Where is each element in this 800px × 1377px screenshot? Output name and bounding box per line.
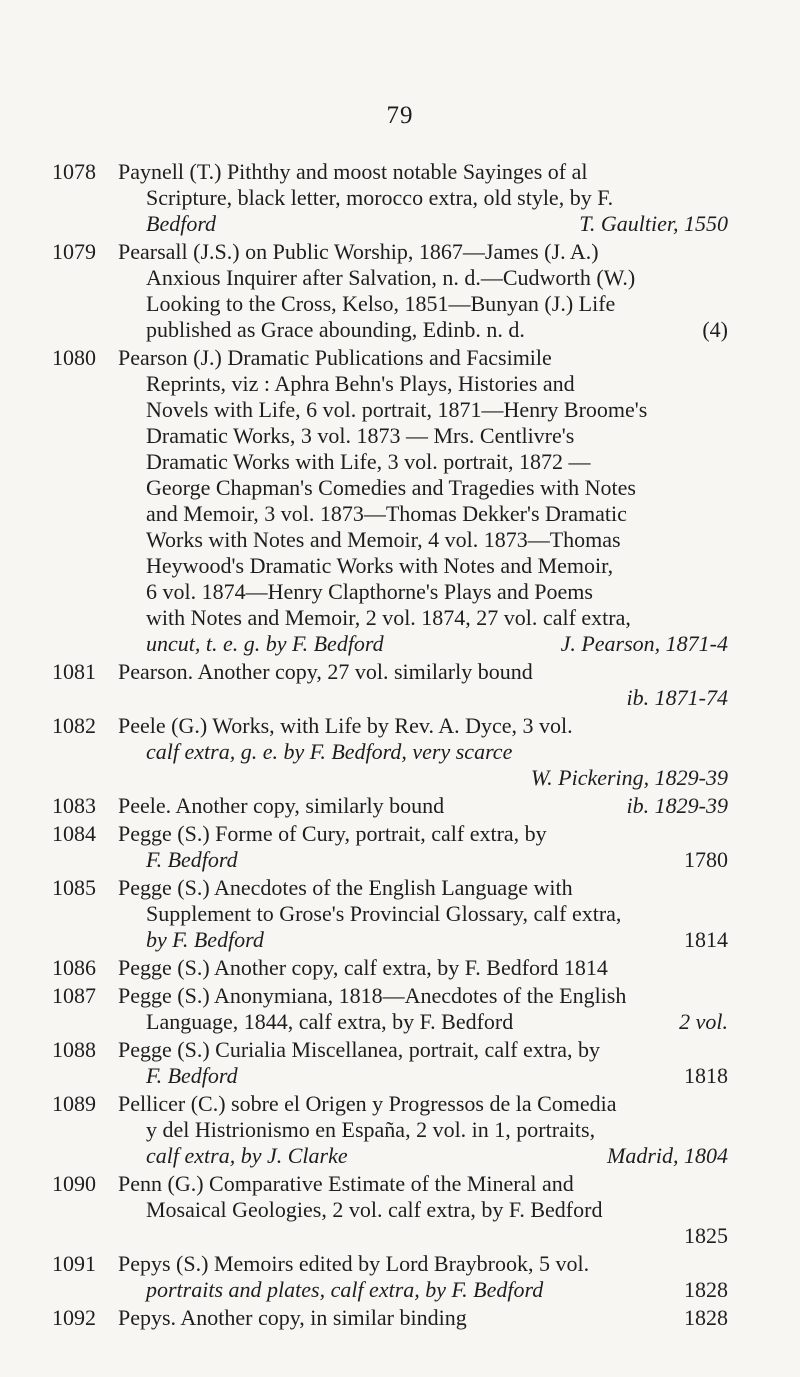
entry-year: 1814 (684, 927, 728, 952)
entry-text (118, 821, 728, 873)
entry-line: Pegge (S.) Anecdotes of the English Language with (118, 875, 573, 900)
entry-line: Pegge (S.) Anonymiana, 1818—Anecdotes of the English (118, 983, 627, 1008)
entry-text (118, 1305, 728, 1331)
catalogue-entry (0, 159, 800, 237)
entry-line: Peele. Another copy, similarly bound (118, 793, 445, 818)
catalogue-entry (0, 1091, 800, 1169)
catalogue-entry (0, 1251, 800, 1303)
lot-number: 1082 (52, 713, 96, 738)
catalogue-entry (0, 659, 800, 711)
entry-line: Paynell (T.) Piththy and moost notable Sayinges of al (118, 159, 588, 184)
entry-line: published as Grace abounding, Edinb. n. d. (146, 317, 525, 342)
entry-line: Language, 1844, calf extra, by F. Bedford (146, 1009, 514, 1034)
lot-number: 1089 (52, 1091, 96, 1116)
entry-text (118, 713, 728, 791)
entry-line: y del Histrionismo en España, 2 vol. in 1, portraits, (146, 1117, 596, 1142)
entry-imprint: ib. 1829-39 (626, 793, 728, 818)
entry-line: Looking to the Cross, Kelso, 1851—Bunyan (J.) Life (146, 291, 616, 316)
entry-line: Pepys (S.) Memoirs edited by Lord Braybrook, 5 vol. (118, 1251, 590, 1276)
entry-year: 1818 (684, 1063, 728, 1088)
entry-line: Pellicer (C.) sobre el Origen y Progressos de la Comedia (118, 1091, 617, 1116)
entry-line: Heywood's Dramatic Works with Notes and Memoir, (146, 553, 614, 578)
entry-text (118, 793, 728, 819)
entry-line: Dramatic Works with Life, 3 vol. portrait, 1872 — (146, 449, 591, 474)
entry-line: 6 vol. 1874—Henry Clapthorne's Plays and Poems (146, 579, 593, 604)
entry-text (118, 1251, 728, 1303)
entry-line: Pegge (S.) Another copy, calf extra, by F. Bedford 1814 (118, 955, 608, 980)
entry-line: Pearson. Another copy, 27 vol. similarly bound (118, 659, 533, 684)
entry-text (118, 1171, 728, 1249)
entry-imprint: W. Pickering, 1829-39 (530, 765, 728, 790)
entry-line: Pearsall (J.S.) on Public Worship, 1867—James (J. A.) (118, 239, 599, 264)
entry-line: Pearson (J.) Dramatic Publications and Facsimile (118, 345, 552, 370)
lot-number: 1088 (52, 1037, 96, 1062)
catalogue-entry (0, 983, 800, 1035)
entry-line: Dramatic Works, 3 vol. 1873 — Mrs. Centlivre's (146, 423, 575, 448)
catalogue-entry (0, 345, 800, 657)
catalogue-entry (0, 713, 800, 791)
entry-line: George Chapman's Comedies and Tragedies with Notes (146, 475, 636, 500)
entry-line: Bedford (146, 211, 217, 236)
lot-number: 1086 (52, 955, 96, 980)
catalogue-entry (0, 793, 800, 819)
entry-line: Anxious Inquirer after Salvation, n. d.—Cudworth (W.) (146, 265, 636, 290)
entry-text (118, 875, 728, 953)
catalogue-entry (0, 1037, 800, 1089)
entry-text (118, 345, 728, 657)
entry-year: 1828 (684, 1277, 728, 1302)
entry-text (118, 1037, 728, 1089)
lot-number: 1081 (52, 659, 96, 684)
entry-line: Works with Notes and Memoir, 4 vol. 1873—Thomas (146, 527, 621, 552)
entry-line: with Notes and Memoir, 2 vol. 1874, 27 vol. calf extra, (146, 605, 631, 630)
lot-number: 1084 (52, 821, 96, 846)
entry-count: (4) (702, 317, 728, 342)
entry-line: Pegge (S.) Forme of Cury, portrait, calf extra, by (118, 821, 547, 846)
entry-imprint: J. Pearson, 1871-4 (560, 631, 728, 656)
entry-line: Mosaical Geologies, 2 vol. calf extra, by F. Bedford (146, 1197, 603, 1222)
entry-year: 1828 (684, 1305, 728, 1330)
entry-line: Supplement to Grose's Provincial Glossary, calf extra, (146, 901, 622, 926)
lot-number: 1083 (52, 793, 96, 818)
catalogue-entry (0, 821, 800, 873)
entry-text (118, 1091, 728, 1169)
entry-line: portraits and plates, calf extra, by F. Bedford (146, 1277, 544, 1302)
entry-line: F. Bedford (146, 847, 238, 872)
lot-number: 1078 (52, 159, 96, 184)
entry-line: Peele (G.) Works, with Life by Rev. A. Dyce, 3 vol. (118, 713, 573, 738)
entry-list (0, 159, 800, 1333)
entry-imprint: ib. 1871-74 (626, 685, 728, 710)
entry-line: Scripture, black letter, morocco extra, old style, by F. (146, 185, 614, 210)
page-number: 79 (386, 102, 414, 129)
lot-number: 1085 (52, 875, 96, 900)
entry-imprint: Madrid, 1804 (607, 1143, 728, 1168)
entry-line: F. Bedford (146, 1063, 238, 1088)
entry-line: Pepys. Another copy, in similar binding (118, 1305, 467, 1330)
entry-line: by F. Bedford (146, 927, 264, 952)
lot-number: 1079 (52, 239, 96, 264)
lot-number: 1091 (52, 1251, 96, 1276)
entry-text (118, 955, 728, 981)
entry-text (118, 239, 728, 343)
entry-text (118, 159, 728, 237)
entry-volumes: 2 vol. (679, 1009, 728, 1034)
entry-text (118, 983, 728, 1035)
catalogue-entry (0, 1305, 800, 1331)
entry-year: 1780 (684, 847, 728, 872)
catalogue-entry (0, 1171, 800, 1249)
entry-line: calf extra, by J. Clarke (146, 1143, 348, 1168)
catalogue-entry (0, 239, 800, 343)
catalogue-entry (0, 875, 800, 953)
lot-number: 1087 (52, 983, 96, 1008)
entry-line: calf extra, g. e. by F. Bedford, very scarce (146, 739, 513, 764)
entry-line: Reprints, viz : Aphra Behn's Plays, Histories and (146, 371, 575, 396)
entry-line: Pegge (S.) Curialia Miscellanea, portrait, calf extra, by (118, 1037, 600, 1062)
entry-imprint: T. Gaultier, 1550 (579, 211, 728, 236)
lot-number: 1090 (52, 1171, 96, 1196)
entry-line: Penn (G.) Comparative Estimate of the Mineral and (118, 1171, 574, 1196)
entry-year: 1825 (684, 1223, 728, 1248)
lot-number: 1092 (52, 1305, 96, 1330)
entry-line: and Memoir, 3 vol. 1873—Thomas Dekker's Dramatic (146, 501, 627, 526)
catalogue-entry (0, 955, 800, 981)
entry-line: uncut, t. e. g. by F. Bedford (146, 631, 384, 656)
entry-line: Novels with Life, 6 vol. portrait, 1871—Henry Broome's (146, 397, 648, 422)
entry-text (118, 659, 728, 711)
lot-number: 1080 (52, 345, 96, 370)
